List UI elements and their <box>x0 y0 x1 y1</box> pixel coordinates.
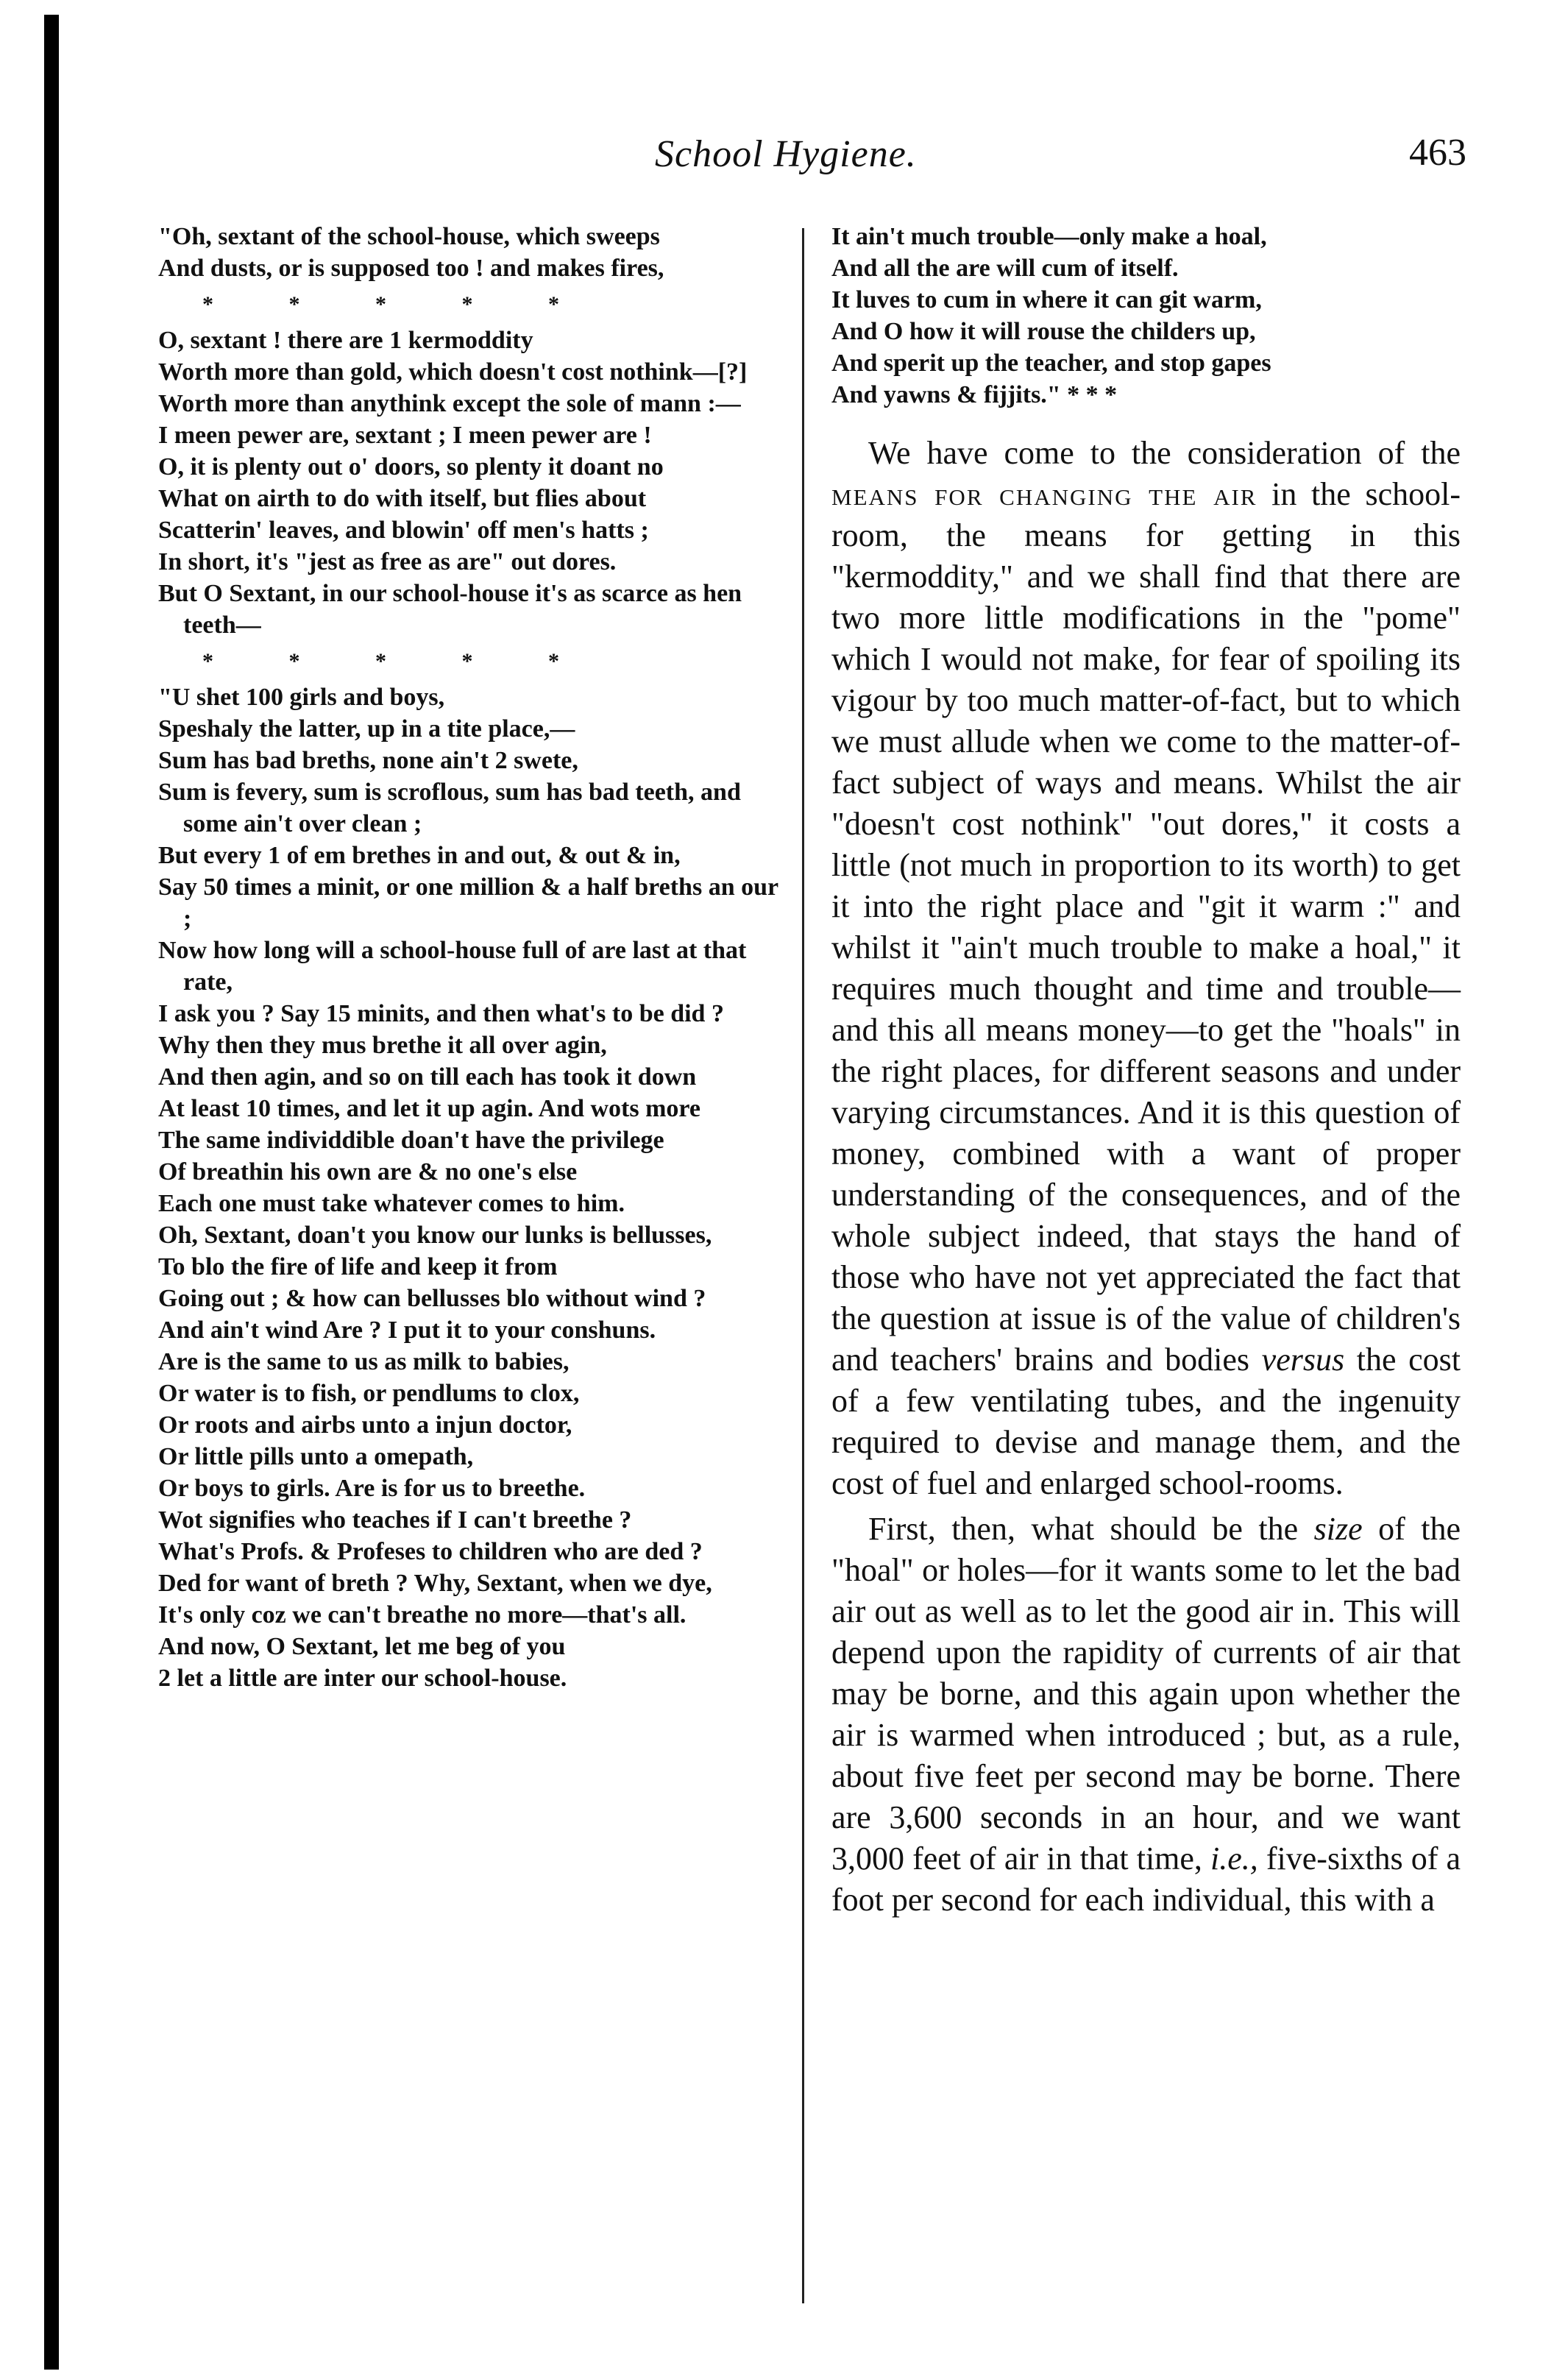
poem-line: Speshaly the latter, up in a tite place,— <box>158 715 575 743</box>
poem-continuation <box>831 221 1461 411</box>
poem-line: And O how it will rouse the childers up, <box>831 318 1256 345</box>
poem-line: And then agin, and so on till each has took it down <box>158 1063 697 1091</box>
poem-line: Worth more than gold, which doesn't cost nothink—[?] <box>158 358 748 386</box>
body-paragraph <box>831 1509 1461 1921</box>
poem-line: Ded for want of breth ? Why, Sextant, when we dye, <box>158 1570 712 1597</box>
paragraph-text: in the school-room, the means for getting in this "kermoddity," and we shall find that there are two more little modifications in the "pome" which I would not make, for fear of spoiling its vigour by too much matter-of-fact, but to which we must allude when we come to the matter-of-fact subject of ways and means. Whilst the air "doesn't cost nothink" "out dores," it costs a little (not much in proportion to its worth) to get it into the right place and "git it warm :" and whilst it "ain't much trouble to make a hoal," it requires much thought and time and trouble—and this all means money—to get the "hoals" in the right places, for different seasons and under varying circumstances. And it is this question of money, combined with a want of proper understanding of the consequences, and of the whole subject indeed, that stays the hand of those who have not yet appreciated the fact that the question at issue is of the value of children's and teachers' brains and bodies <box>831 476 1461 1378</box>
poem-line: Sum has bad breths, none ain't 2 swete, <box>158 747 578 774</box>
separator-text: * * * * * <box>202 649 559 673</box>
poem-line: But O Sextant, in our school-house it's as scarce as hen teeth— <box>158 580 742 639</box>
poem-line: Each one must take whatever comes to him. <box>158 1190 625 1217</box>
stanza-3 <box>158 681 787 1694</box>
poem-line: What on airth to do with itself, but flies about <box>158 485 647 512</box>
right-column <box>831 221 1461 1921</box>
poem-line: Going out ; & how can bellusses blo without wind ? <box>158 1285 706 1312</box>
poem-line: I meen pewer are, sextant ; I meen pewer are ! <box>158 422 652 449</box>
italic-word: i.e., <box>1210 1840 1258 1877</box>
poem-line: What's Profs. & Profeses to children who are ded ? <box>158 1538 703 1565</box>
page-number: 463 <box>1409 132 1466 174</box>
poem-line: Why then they mus brethe it all over agin, <box>158 1032 607 1059</box>
column-divider <box>802 228 804 2303</box>
poem-line: In short, it's "jest as free as are" out dores. <box>158 548 617 575</box>
scan-edge-bar <box>44 15 59 2370</box>
poem-line: Or little pills unto a omepath, <box>158 1443 474 1470</box>
asterism-separator <box>158 645 787 677</box>
poem-line: Of breathin his own are & no one's else <box>158 1158 578 1186</box>
poem-line: At least 10 times, and let it up agin. And wots more <box>158 1095 700 1122</box>
poem-line: O, it is plenty out o' doors, so plenty it doant no <box>158 453 664 481</box>
poem-line: "Oh, sextant of the school-house, which sweeps <box>158 223 660 250</box>
poem-line: Or roots and airbs unto a injun doctor, <box>158 1411 572 1439</box>
body-paragraph <box>831 433 1461 1504</box>
stanza-2 <box>158 325 787 641</box>
left-column-poem <box>158 221 787 1694</box>
poem-line: And now, O Sextant, let me beg of you <box>158 1633 566 1660</box>
poem-line: Or boys to girls. Are is for us to breethe. <box>158 1475 586 1502</box>
stanza-1 <box>158 221 787 284</box>
poem-line: O, sextant ! there are 1 kermoddity <box>158 327 533 354</box>
poem-line: It luves to cum in where it can git warm, <box>831 286 1262 313</box>
poem-line: "U shet 100 girls and boys, <box>158 684 445 711</box>
poem-line: 2 let a little are inter our school-house. <box>158 1665 567 1692</box>
paragraph-text: the cost of a few ventilating tubes, and the ingenuity required to devise and manage them, and the cost of fuel and enlarged school-rooms. <box>831 1342 1461 1501</box>
poem-line: And sperit up the teacher, and stop gapes <box>831 350 1271 377</box>
poem-line: And all the are will cum of itself. <box>831 255 1179 282</box>
poem-line: Worth more than anythink except the sole of mann :— <box>158 390 741 417</box>
running-head-title: School Hygiene. <box>655 133 917 175</box>
paragraph-text: five-sixths of a foot per second for each individual, this with a <box>831 1840 1461 1918</box>
poem-line: The same individdible doan't have the privilege <box>158 1127 664 1154</box>
poem-line: Are is the same to us as milk to babies, <box>158 1348 570 1375</box>
italic-word: size <box>1313 1511 1363 1547</box>
small-caps-phrase: means for changing the air <box>831 476 1257 512</box>
poem-line: It's only coz we can't breathe no more—that's all. <box>158 1601 687 1629</box>
poem-line: Now how long will a school-house full of are last at that rate, <box>158 937 747 996</box>
paragraph-text: We have come to the consideration of the <box>868 435 1461 471</box>
poem-line: To blo the fire of life and keep it from <box>158 1253 558 1280</box>
poem-line: It ain't much trouble—only make a hoal, <box>831 223 1267 250</box>
paragraph-text: of the "hoal" or holes—for it wants some to let the bad air out as well as to let the good air in. This will depend upon the rapidity of currents of air that may be borne, and this again upon whether the air is warmed when introduced ; but, as a rule, about five feet per second may be borne. There are 3,600 seconds in an hour, and we want 3,000 feet of air in that time, <box>831 1511 1461 1877</box>
poem-line: And dusts, or is supposed too ! and makes fires, <box>158 255 664 282</box>
poem-line: Oh, Sextant, doan't you know our lunks is bellusses, <box>158 1222 712 1249</box>
poem-line: And ain't wind Are ? I put it to your conshuns. <box>158 1317 656 1344</box>
asterism-separator <box>158 288 787 320</box>
poem-line: Sum is fevery, sum is scroflous, sum has bad teeth, and some ain't over clean ; <box>158 779 741 837</box>
poem-line: But every 1 of em brethes in and out, & out & in, <box>158 842 681 869</box>
poem-line: Scatterin' leaves, and blowin' off men's hatts ; <box>158 517 649 544</box>
paragraph-text: First, then, what should be the <box>868 1511 1314 1547</box>
poem-line: Wot signifies who teaches if I can't breethe ? <box>158 1506 632 1534</box>
poem-line: Or water is to fish, or pendlums to clox, <box>158 1380 580 1407</box>
separator-text: * * * * * <box>202 292 559 316</box>
poem-line: Say 50 times a minit, or one million & a half breths an our ; <box>158 874 778 932</box>
poem-line: And yawns & fijjits." * * * <box>831 381 1118 408</box>
poem-line: I ask you ? Say 15 minits, and then what's to be did ? <box>158 1000 724 1027</box>
italic-word: versus <box>1261 1342 1345 1378</box>
